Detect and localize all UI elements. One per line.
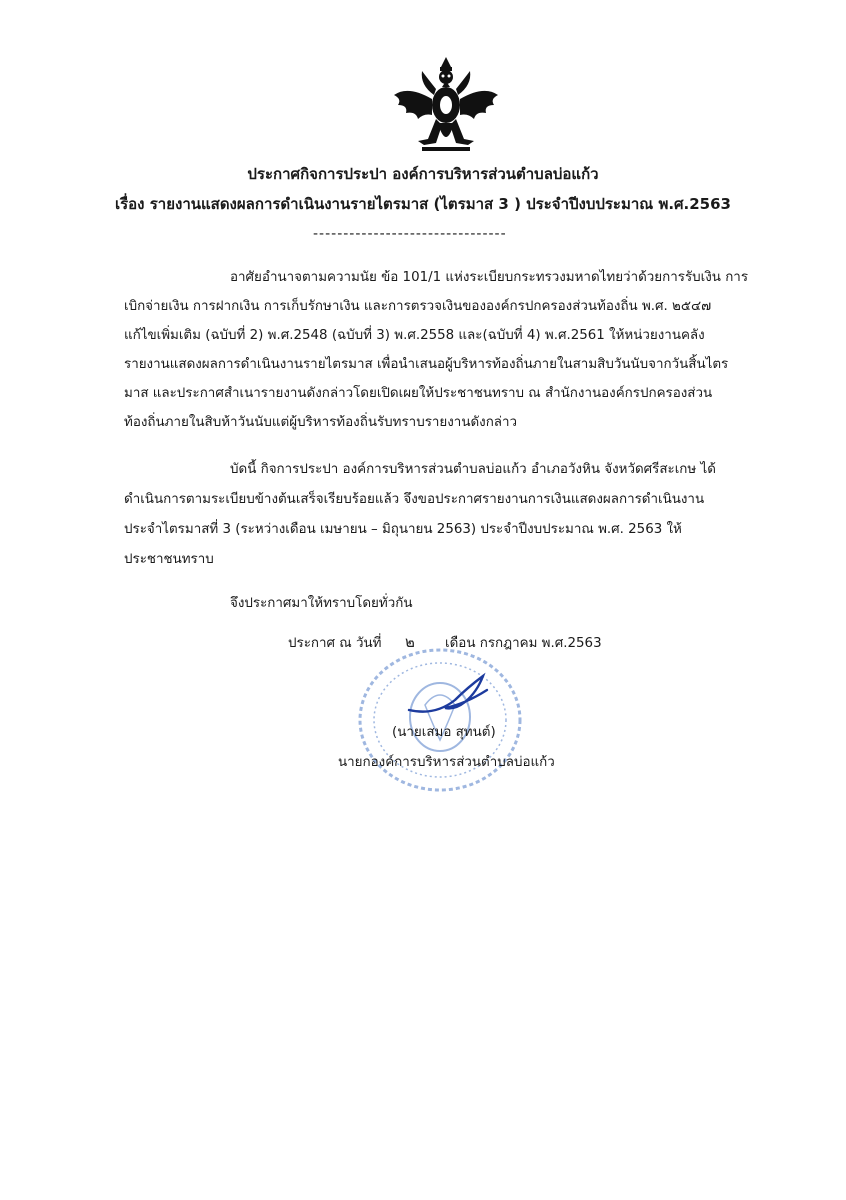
garuda-emblem-icon <box>388 55 504 155</box>
paragraph-1-line-5: มาส และประกาศสำเนารายงานดังกล่าวโดยเปิดเผยให้ประชาชนทราบ ณ สำนักงานองค์กรปกครองส่วน <box>124 386 713 401</box>
paragraph-2-line-2: ดำเนินการตามระเบียบข้างต้นเสร็จเรียบร้อยแล้ว จึงขอประกาศรายงานการเงินแสดงผลการดำเนินงาน <box>124 492 705 507</box>
paragraph-2-line-3: ประจำไตรมาสที่ 3 (ระหว่างเดือน เมษายน – มิถุนายน 2563) ประจำปีงบประมาณ พ.ศ. 2563 ให้ <box>124 522 682 537</box>
paragraph-1-line-2: เบิกจ่ายเงิน การฝากเงิน การเก็บรักษาเงิน และการตรวจเงินขององค์กรปกครองส่วนท้องถิ่น พ.ศ. ๒๕๔๗ <box>124 299 712 314</box>
signer-name: (นายเสมอ สุทนต์) <box>392 725 496 740</box>
closing-statement: จึงประกาศมาให้ทราบโดยทั่วกัน <box>230 596 413 611</box>
date-day: ๒ <box>405 633 415 651</box>
paragraph-1-line-3: แก้ไขเพิ่มเติม (ฉบับที่ 2) พ.ศ.2548 (ฉบับที่ 3) พ.ศ.2558 และ(ฉบับที่ 4) พ.ศ.2561 ให้หน่วยงานคลัง <box>124 328 705 343</box>
paragraph-2-line-4: ประชาชนทราบ <box>124 552 214 567</box>
signature-icon <box>405 670 490 720</box>
title-divider: -------------------------------- <box>313 226 507 242</box>
paragraph-1-line-1: อาศัยอำนาจตามความนัย ข้อ 101/1 แห่งระเบียบกระทรวงมหาดไทยว่าด้วยการรับเงิน การ <box>230 270 749 285</box>
paragraph-1-line-4: รายงานแสดงผลการดำเนินงานรายไตรมาส เพื่อนำเสนอผู้บริหารท้องถิ่นภายในสามสิบวันนับจากวันสิ้นไตร <box>124 357 729 372</box>
document-title: ประกาศกิจการประปา องค์การบริหารส่วนตำบลบ่อแก้ว <box>247 165 599 183</box>
date-month-year: เดือน กรกฎาคม พ.ศ.2563 <box>445 636 602 651</box>
paragraph-1-line-6: ท้องถิ่นภายในสิบห้าวันนับแต่ผู้บริหารท้องถิ่นรับทราบรายงานดังกล่าว <box>124 415 518 430</box>
document-subject: เรื่อง รายงานแสดงผลการดำเนินงานรายไตรมาส (ไตรมาส 3 ) ประจำปีงบประมาณ พ.ศ.2563 <box>114 195 731 213</box>
date-prefix: ประกาศ ณ วันที่ <box>288 636 382 651</box>
signer-title: นายกองค์การบริหารส่วนตำบลบ่อแก้ว <box>338 755 555 770</box>
paragraph-2-line-1: บัดนี้ กิจการประปา องค์การบริหารส่วนตำบลบ่อแก้ว อำเภอวังหิน จังหวัดศรีสะเกษ ได้ <box>230 462 716 477</box>
